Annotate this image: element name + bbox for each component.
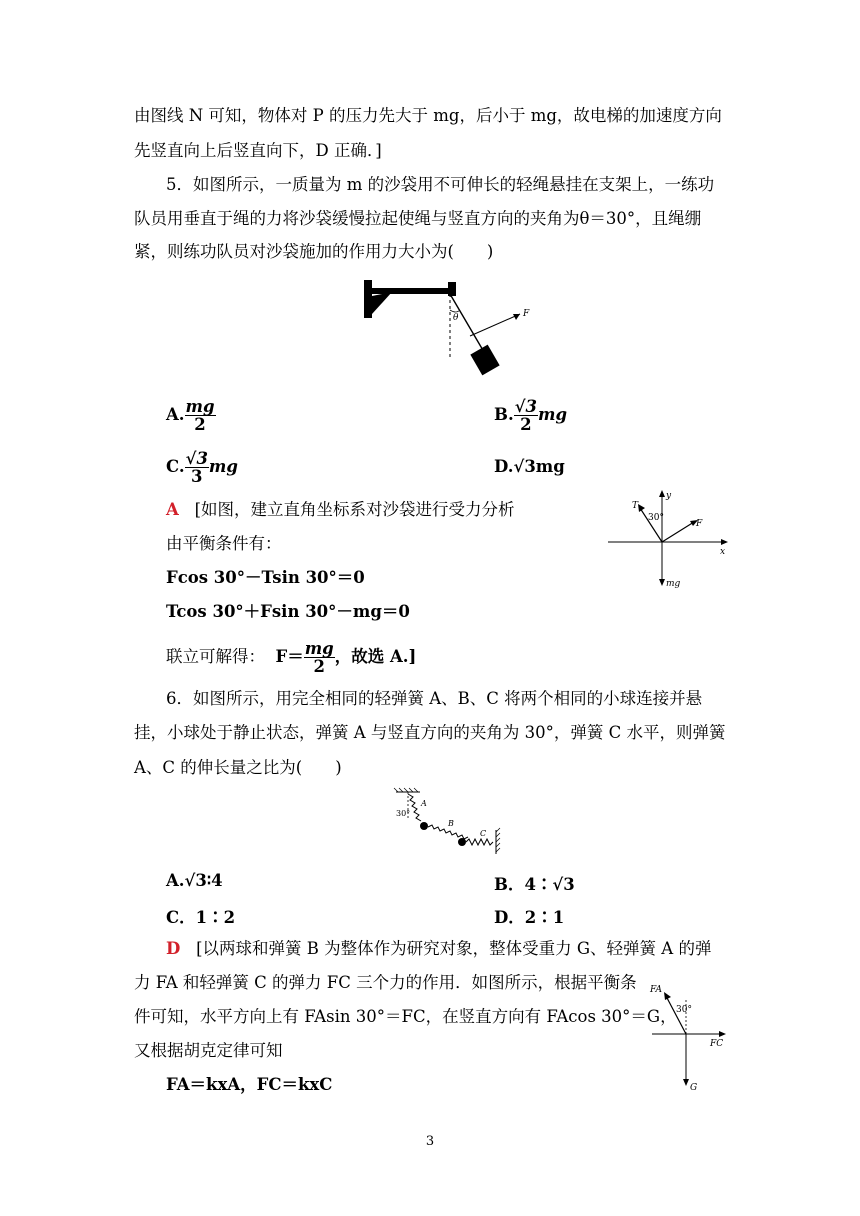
answer-5-line: 由平衡条件有： bbox=[166, 534, 282, 553]
question-5-line: 5．如图所示，一质量为 m 的沙袋用不可伸长的轻绳悬挂在支架上，一练功 bbox=[166, 175, 715, 194]
svg-text:T: T bbox=[632, 501, 639, 511]
page-number: 3 bbox=[425, 1134, 435, 1149]
text-line: 先竖直向上后竖直向下，D 正确．] bbox=[134, 141, 382, 160]
svg-text:FC: FC bbox=[710, 1039, 724, 1049]
equation-line: Fcos 30°－Tsin 30°＝0 bbox=[166, 568, 365, 587]
svg-text:FA: FA bbox=[650, 985, 662, 995]
svg-text:30°: 30° bbox=[648, 513, 664, 523]
option-b[interactable]: B. $\frac{√3}{2}$ mg bbox=[494, 397, 568, 434]
equation-line: Tcos 30°＋Fsin 30°－mg＝0 bbox=[166, 602, 410, 621]
force-label: F bbox=[523, 309, 530, 319]
theta-label: θ bbox=[453, 313, 459, 323]
force-diagram-2 bbox=[648, 978, 732, 1098]
option-c[interactable]: C．1∶2 bbox=[166, 908, 236, 927]
svg-text:F: F bbox=[696, 519, 703, 529]
option-d[interactable]: D．2∶1 bbox=[494, 908, 565, 927]
force-diagram-1 bbox=[604, 486, 734, 594]
question-5-line: 队员用垂直于绳的力将沙袋缓慢拉起使绳与竖直方向的夹角为θ＝30°，且绳绷 bbox=[134, 209, 702, 228]
svg-text:A: A bbox=[421, 799, 427, 808]
svg-text:x: x bbox=[720, 547, 726, 557]
answer-letter: A bbox=[166, 500, 179, 519]
option-b[interactable]: B．4∶√3 bbox=[494, 875, 575, 894]
option-c[interactable]: C. $\frac{√3}{3}$ mg bbox=[166, 449, 238, 486]
answer-letter: D bbox=[166, 939, 181, 958]
svg-text:G: G bbox=[690, 1083, 698, 1093]
answer-5-line: 联立可解得： F＝ $\frac{mg}{2}$ ，故选 A.] bbox=[166, 639, 417, 676]
question-5-line: 紧，则练功队员对沙袋施加的作用力大小为( ) bbox=[134, 242, 494, 261]
sandbag-figure bbox=[362, 276, 542, 380]
svg-text:y: y bbox=[666, 491, 672, 501]
svg-text:C: C bbox=[480, 829, 487, 838]
svg-text:mg: mg bbox=[666, 579, 681, 589]
question-6-line: A、C 的伸长量之比为( ) bbox=[134, 758, 342, 777]
answer-6-line: 件可知，水平方向上有 FAsin 30°＝FC，在竖直方向有 FAcos 30°＝G， bbox=[134, 1007, 677, 1026]
option-a[interactable]: A. $\frac{mg}{2}$ bbox=[166, 397, 215, 434]
answer-6-line: 力 FA 和轻弹簧 C 的弹力 FC 三个力的作用．如图所示，根据平衡条 bbox=[134, 973, 637, 992]
answer-6-line: 又根据胡克定律可知 bbox=[134, 1041, 283, 1060]
question-6-line: 挂，小球处于静止状态，弹簧 A 与竖直方向的夹角为 30°，弹簧 C 水平，则弹簧 bbox=[134, 723, 726, 742]
answer-5-line: A [如图，建立直角坐标系对沙袋进行受力分析 bbox=[166, 500, 515, 519]
equation-line: FA＝kxA，FC＝kxC bbox=[166, 1075, 333, 1094]
svg-text:30°: 30° bbox=[396, 809, 411, 818]
option-d[interactable]: D.√3mg bbox=[494, 457, 565, 476]
svg-text:30°: 30° bbox=[676, 1005, 692, 1015]
answer-6-line: D [以两球和弹簧 B 为整体作为研究对象，整体受重力 G、轻弹簧 A 的弹 bbox=[166, 939, 712, 958]
springs-figure bbox=[392, 786, 506, 856]
text-line: 由图线 N 可知，物体对 P 的压力先大于 mg，后小于 mg，故电梯的加速度方向 bbox=[134, 106, 722, 125]
question-6-line: 6．如图所示，用完全相同的轻弹簧 A、B、C 将两个相同的小球连接并悬 bbox=[166, 689, 703, 708]
option-a[interactable]: A.√3∶4 bbox=[166, 871, 223, 890]
svg-text:B: B bbox=[448, 819, 454, 828]
